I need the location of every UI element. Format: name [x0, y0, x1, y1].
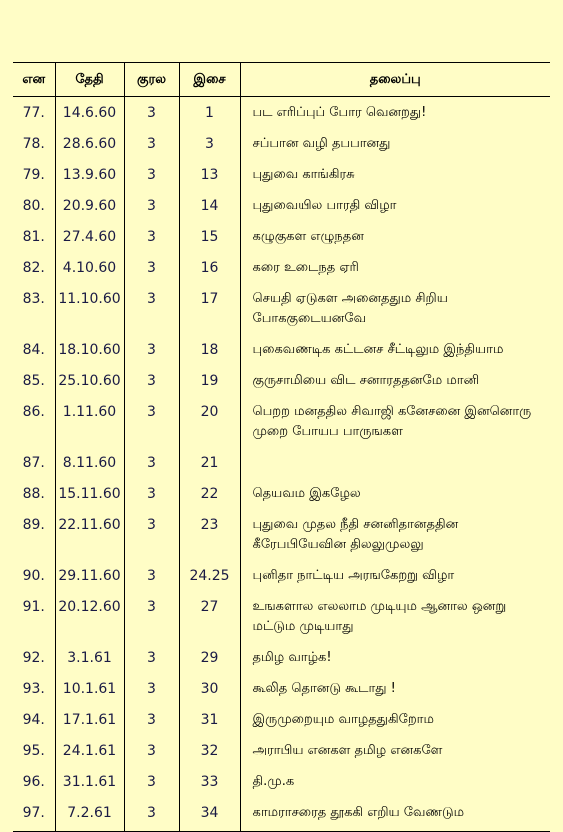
row-date: 17.1.61 [55, 704, 124, 735]
table-row [13, 642, 550, 673]
row-title: சப்பான வழி தபபானது [240, 128, 550, 159]
row-title: செயதி ஏடுகள அனைததும சிறிய போககுடையனவே [240, 283, 550, 334]
row-isai: 20 [179, 396, 240, 447]
table-row [13, 560, 550, 591]
row-kural: 3 [124, 560, 179, 591]
row-date: 7.2.61 [55, 797, 124, 832]
header-row [13, 63, 550, 97]
table-row [13, 396, 550, 447]
row-date: 3.1.61 [55, 642, 124, 673]
index-table [13, 62, 550, 832]
table-row [13, 190, 550, 221]
row-title: இருமுறையும வாழததுகிறோம [240, 704, 550, 735]
row-date: 4.10.60 [55, 252, 124, 283]
row-kural: 3 [124, 334, 179, 365]
row-kural: 3 [124, 447, 179, 478]
table-row [13, 766, 550, 797]
row-isai: 16 [179, 252, 240, 283]
table-row [13, 221, 550, 252]
row-isai: 19 [179, 365, 240, 396]
table-row [13, 128, 550, 159]
row-kural: 3 [124, 704, 179, 735]
row-isai: 30 [179, 673, 240, 704]
row-isai: 14 [179, 190, 240, 221]
row-kural: 3 [124, 97, 179, 129]
row-date: 13.9.60 [55, 159, 124, 190]
row-kural: 3 [124, 190, 179, 221]
row-isai: 3 [179, 128, 240, 159]
row-date: 24.1.61 [55, 735, 124, 766]
row-title: உஙகளால எலலாம முடியும ஆனால ஒனறு மட்டும முடியாது [240, 591, 550, 642]
row-number: 89. [22, 517, 45, 533]
row-isai: 18 [179, 334, 240, 365]
table-row [13, 334, 550, 365]
row-title: புதுவையில பாரதி விழா [240, 190, 550, 221]
row-date: 15.11.60 [55, 478, 124, 509]
row-kural: 3 [124, 221, 179, 252]
table-body [13, 97, 550, 832]
row-kural: 3 [124, 735, 179, 766]
row-number: 85. [22, 373, 45, 389]
header-number: என [13, 63, 55, 97]
table-row [13, 97, 550, 129]
table-row [13, 591, 550, 642]
row-kural: 3 [124, 591, 179, 642]
row-title: புதுவை காங்கிரசு [240, 159, 550, 190]
row-title: கரை உடைநத ஏரி [240, 252, 550, 283]
row-number: 94. [22, 712, 45, 728]
row-title: காமராசரைத தூககி எறிய வேணடும [240, 797, 550, 832]
row-date: 29.11.60 [55, 560, 124, 591]
row-isai: 1 [179, 97, 240, 129]
row-kural: 3 [124, 252, 179, 283]
row-number: 87. [22, 455, 45, 471]
row-number: 97. [13, 797, 55, 832]
row-title: தி.மு.க [240, 766, 550, 797]
row-isai: 34 [179, 797, 240, 832]
row-number: 84. [22, 342, 45, 358]
row-kural: 3 [124, 128, 179, 159]
table-row [13, 252, 550, 283]
row-title: புனிதா நாட்டிய அரஙகேறறு விழா [240, 560, 550, 591]
row-isai: 29 [179, 642, 240, 673]
row-number: 90. [22, 568, 45, 584]
row-number: 86. [22, 404, 45, 420]
row-isai: 24.25 [179, 560, 240, 591]
row-title: புகைவணடிக கட்டனச சீட்டிலும இந்தியாம [240, 334, 550, 365]
row-number: 96. [22, 774, 45, 790]
row-title: பெறற மனததில சிவாஜி கனேசனை இனனொரு முறை போயப பாருஙகள [240, 396, 550, 447]
row-isai: 27 [179, 591, 240, 642]
row-date: 20.9.60 [55, 190, 124, 221]
row-date: 8.11.60 [55, 447, 124, 478]
row-date: 18.10.60 [55, 334, 124, 365]
table-row [13, 478, 550, 509]
row-kural: 3 [124, 159, 179, 190]
row-date: 22.11.60 [55, 509, 124, 560]
row-isai: 22 [179, 478, 240, 509]
row-kural: 3 [124, 396, 179, 447]
row-title [240, 447, 550, 478]
row-number: 91. [22, 599, 45, 615]
row-title: தமிழ வாழ்க! [240, 642, 550, 673]
row-date: 1.11.60 [55, 396, 124, 447]
row-number: 82. [22, 260, 45, 276]
row-isai: 33 [179, 766, 240, 797]
row-date: 10.1.61 [55, 673, 124, 704]
row-title: தெயவம இகழேல [240, 478, 550, 509]
row-isai: 17 [179, 283, 240, 334]
row-date: 11.10.60 [55, 283, 124, 334]
row-kural: 3 [124, 509, 179, 560]
row-number: 77. [22, 105, 45, 121]
row-number: 81. [22, 229, 45, 245]
row-isai: 23 [179, 509, 240, 560]
table-row [13, 673, 550, 704]
row-kural: 3 [124, 797, 179, 832]
row-date: 14.6.60 [55, 97, 124, 129]
row-number: 93. [22, 681, 45, 697]
header-date: தேதி [55, 63, 124, 97]
row-isai: 32 [179, 735, 240, 766]
row-title: பட எரிப்புப் போர வெனறது! [240, 97, 550, 129]
header-isai: இசை [179, 63, 240, 97]
table-row [13, 159, 550, 190]
row-title: கழுகுகள எழுநதன [240, 221, 550, 252]
row-isai: 13 [179, 159, 240, 190]
row-date: 31.1.61 [55, 766, 124, 797]
row-number: 78. [22, 136, 45, 152]
header-title: தலைப்பு [240, 63, 550, 97]
row-kural: 3 [124, 365, 179, 396]
row-title: குருசாமியை விட சனாரததனமே மானி [240, 365, 550, 396]
table-row [13, 283, 550, 334]
row-kural: 3 [124, 642, 179, 673]
row-isai: 31 [179, 704, 240, 735]
row-number: 83. [22, 291, 45, 307]
row-date: 20.12.60 [55, 591, 124, 642]
table-row [13, 797, 550, 832]
row-number: 92. [22, 650, 45, 666]
row-kural: 3 [124, 766, 179, 797]
table-row [13, 509, 550, 560]
row-title: கூலித தொனடு கூடாது ! [240, 673, 550, 704]
row-date: 27.4.60 [55, 221, 124, 252]
table-row [13, 365, 550, 396]
row-number: 95. [22, 743, 45, 759]
row-kural: 3 [124, 673, 179, 704]
row-kural: 3 [124, 283, 179, 334]
row-date: 25.10.60 [55, 365, 124, 396]
row-isai: 15 [179, 221, 240, 252]
header-kural: குரல [124, 63, 179, 97]
row-kural: 3 [124, 478, 179, 509]
row-date: 28.6.60 [55, 128, 124, 159]
row-number: 79. [22, 167, 45, 183]
row-number: 88. [22, 486, 45, 502]
row-number: 80. [22, 198, 45, 214]
row-title: புதுவை முதல நீதி சனனிதானததின கீரேபபியேவின திலலுமுலலு [240, 509, 550, 560]
table-row [13, 704, 550, 735]
table-row [13, 735, 550, 766]
row-title: அராபிய எனகள தமிழ எனகளே [240, 735, 550, 766]
row-isai: 21 [179, 447, 240, 478]
table-row [13, 447, 550, 478]
